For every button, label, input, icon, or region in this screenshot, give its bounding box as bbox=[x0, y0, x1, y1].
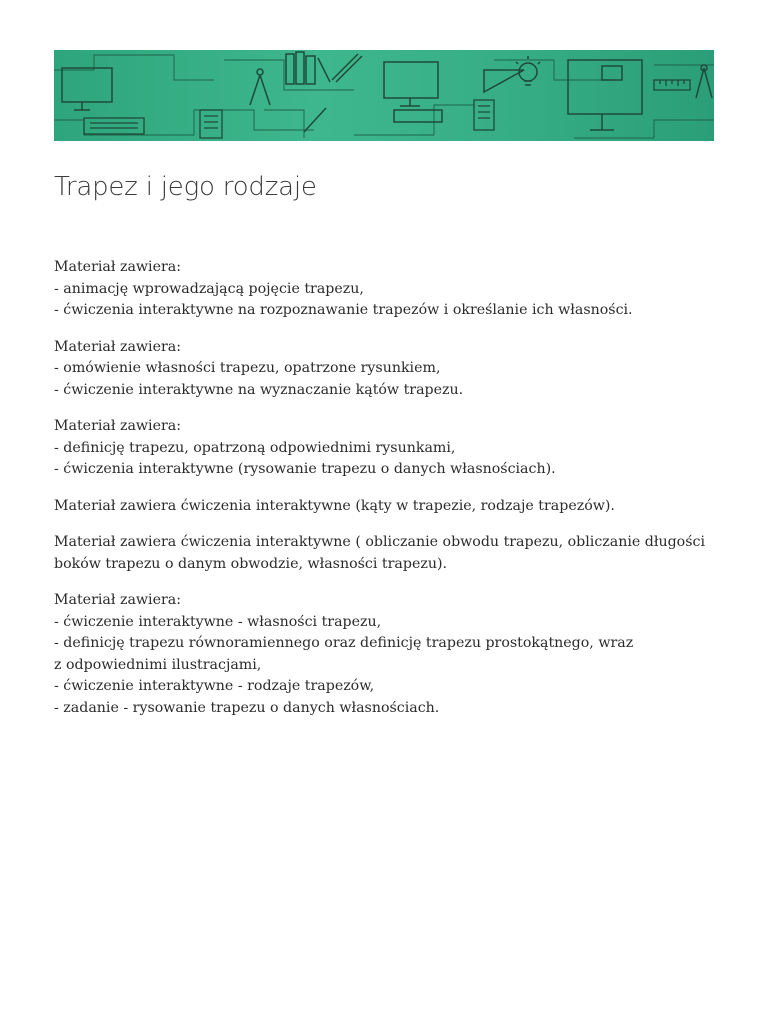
material-block-6 bbox=[54, 590, 714, 720]
material-block-2 bbox=[54, 337, 714, 402]
material-block-5: Materiał zawiera ćwiczenia interaktywne ( obliczanie obwodu trapezu, obliczanie długości boków trapezu o danym obwodzie, własności trapezu). bbox=[54, 534, 705, 572]
block-line: - zadanie - rysowanie trapezu o danych własnościach. bbox=[54, 700, 440, 717]
block-line: z odpowiednimi ilustracjami, bbox=[54, 656, 262, 673]
block-line: Materiał zawiera: bbox=[54, 592, 182, 609]
block-line: - ćwiczenie interaktywne - własności trapezu, bbox=[54, 613, 382, 630]
pencil-icon bbox=[304, 54, 362, 132]
block-line: Materiał zawiera: bbox=[54, 338, 182, 355]
block-line: - omówienie własności trapezu, opatrzone rysunkiem, bbox=[54, 360, 441, 377]
block-line: - definicję trapezu równoramiennego oraz definicję trapezu prostokątnego, wraz bbox=[54, 635, 634, 652]
set-square-icon bbox=[484, 70, 524, 92]
header-banner bbox=[54, 50, 714, 141]
banner-illustration bbox=[54, 50, 714, 141]
monitor-icon bbox=[62, 68, 112, 110]
block-line: Materiał zawiera: bbox=[54, 259, 182, 275]
whiteboard-icon bbox=[568, 60, 642, 130]
material-block-3 bbox=[54, 416, 714, 481]
block-line: - ćwiczenia interaktywne na rozpoznawanie trapezów i określanie ich własności. bbox=[54, 302, 633, 319]
calculator-icon bbox=[200, 100, 494, 138]
block-line: - definicję trapezu, opatrzoną odpowiednimi rysunkami, bbox=[54, 439, 456, 456]
page-title: Trapez i jego rodzaje bbox=[54, 172, 317, 202]
material-block-4: Materiał zawiera ćwiczenia interaktywne (kąty w trapezie, rodzaje trapezów). bbox=[54, 497, 615, 514]
block-line: - ćwiczenie interaktywne - rodzaje trapezów, bbox=[54, 678, 375, 695]
block-line: - ćwiczenia interaktywne (rysowanie trapezu o danych własnościach). bbox=[54, 461, 556, 478]
ruler-icon bbox=[654, 80, 690, 90]
keyboard-icon bbox=[84, 118, 144, 134]
books-icon bbox=[286, 52, 330, 84]
block-line: Materiał zawiera: bbox=[54, 418, 182, 435]
block-line: - ćwiczenie interaktywne na wyznaczanie kątów trapezu. bbox=[54, 381, 464, 398]
description-list bbox=[54, 257, 714, 734]
block-line: - animację wprowadzającą pojęcie trapezu, bbox=[54, 280, 364, 297]
material-block-1 bbox=[54, 257, 714, 322]
